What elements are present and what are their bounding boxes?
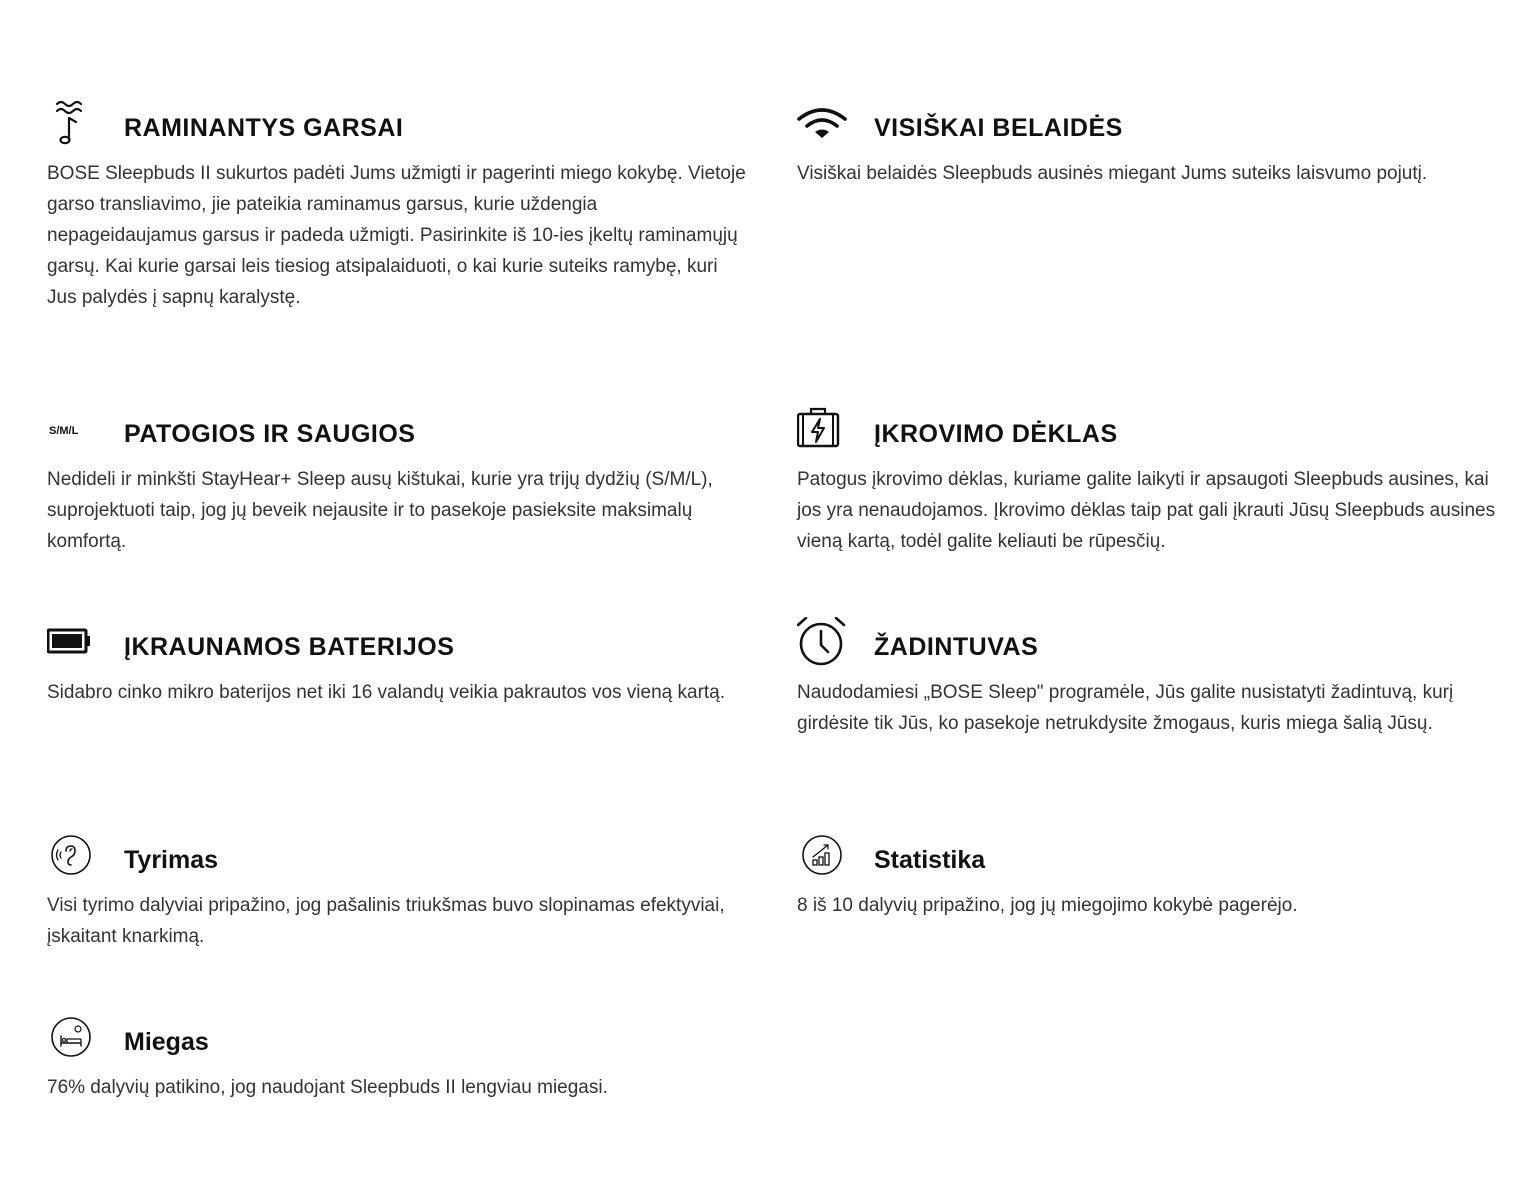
ear-sound-icon xyxy=(47,830,97,880)
feature-batteries xyxy=(47,617,747,708)
bar-chart-growth-icon xyxy=(797,830,847,880)
alarm-clock-icon xyxy=(797,617,847,667)
feature-sleep xyxy=(47,1012,747,1103)
feature-comfort xyxy=(47,404,747,557)
battery-icon xyxy=(47,617,97,667)
music-note-waves-icon xyxy=(47,98,97,148)
feature-description: Naudodamiesi „BOSE Sleep" programėle, Jūs galite nusistatyti žadintuvą, kurį girdėsite tik Jūs, ko pasekoje netrukdysite žmogaus, kuris miega šalią Jūsų. xyxy=(797,682,1454,734)
charging-case-icon xyxy=(797,404,847,454)
feature-description: Visiškai belaidės Sleepbuds ausinės miegant Jums suteiks laisvumo pojutį. xyxy=(797,163,1428,184)
feature-statistics xyxy=(797,830,1497,921)
feature-title: VISIŠKAI BELAIDĖS xyxy=(874,114,1123,142)
feature-title: Statistika xyxy=(874,846,986,874)
svg-text:S/M/L: S/M/L xyxy=(49,425,79,437)
feature-description: 8 iš 10 dalyvių pripažino, jog jų miegojimo kokybė pagerėjo. xyxy=(797,895,1298,916)
feature-title: Miegas xyxy=(124,1028,209,1056)
feature-charging-case xyxy=(797,404,1497,557)
feature-title: PATOGIOS IR SAUGIOS xyxy=(124,420,416,448)
feature-description: Sidabro cinko mikro baterijos net iki 16 valandų veikia pakrautos vos vieną kartą. xyxy=(47,682,726,703)
feature-alarm xyxy=(797,617,1497,739)
feature-description: Nedideli ir minkšti StayHear+ Sleep ausų kištukai, kurie yra trijų dydžių (S/M/L), suprojektuoti taip, jog jų beveik nejausite ir to pasekoje pasieksite maksimalų komfortą. xyxy=(47,469,713,552)
feature-description: BOSE Sleepbuds II sukurtos padėti Jums užmigti ir pagerinti miego kokybę. Vietoje garso transliavimo, jie pateikia raminamus garsus, kurie uždengia nepageidaujamus garsus ir padeda užmigti. Pasirinkite iš 10-ies įkeltų raminamųjų garsų. Kai kurie garsai leis tiesiog atsipalaiduoti, o kai kurie suteiks ramybę, kuri Jus palydės į sapnų karalystę. xyxy=(47,163,746,308)
feature-title: RAMINANTYS GARSAI xyxy=(124,114,404,142)
bed-sleep-icon xyxy=(47,1012,97,1062)
feature-title: ĮKROVIMO DĖKLAS xyxy=(874,420,1118,448)
feature-title: ŽADINTUVAS xyxy=(874,633,1039,661)
size-sml-icon xyxy=(47,404,97,454)
feature-description: 76% dalyvių patikino, jog naudojant Sleepbuds II lengviau miegasi. xyxy=(47,1077,608,1098)
feature-title: ĮKRAUNAMOS BATERIJOS xyxy=(124,633,455,661)
feature-research xyxy=(47,830,747,952)
wifi-icon xyxy=(797,98,847,148)
feature-title: Tyrimas xyxy=(124,846,219,874)
feature-soothing-sounds xyxy=(47,98,747,313)
feature-description: Patogus įkrovimo dėklas, kuriame galite laikyti ir apsaugoti Sleepbuds ausines, kai jos yra nenaudojamos. Įkrovimo dėklas taip pat gali įkrauti Jūsų Sleepbuds ausines vieną kartą, todėl galite keliauti be rūpesčių. xyxy=(797,469,1496,552)
feature-description: Visi tyrimo dalyviai pripažino, jog pašalinis triukšmas buvo slopinamas efektyviai, įskaitant knarkimą. xyxy=(47,895,725,947)
feature-wireless xyxy=(797,98,1497,189)
